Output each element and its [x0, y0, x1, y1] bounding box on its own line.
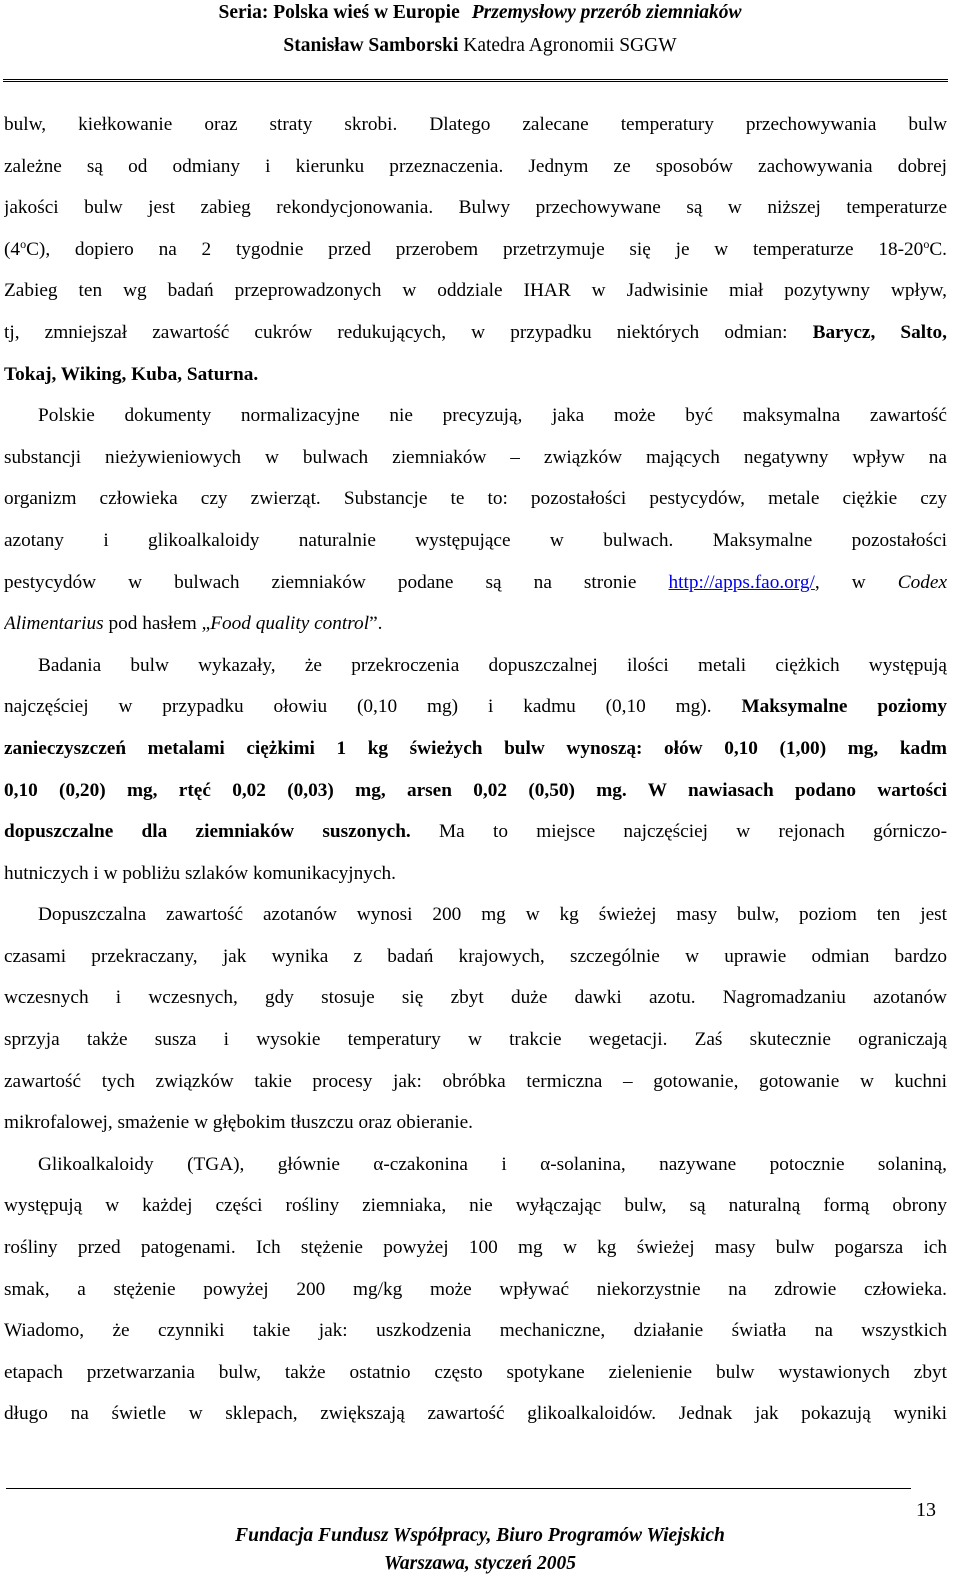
text-line: substancji nieżywieniowych w bulwach ziemniaków – związków mających negatywny wpływ na — [4, 446, 947, 468]
text-span: ”. — [369, 613, 383, 635]
series-line — [0, 0, 960, 26]
author-line — [0, 33, 960, 59]
codex-title: Alimentarius — [4, 613, 104, 635]
header-rule — [3, 79, 948, 82]
bold-text: Maksymalne poziomy — [741, 696, 947, 718]
text-line — [4, 562, 947, 604]
text-line: sprzyja także susza i wysokie temperatury w trakcie wegetacji. Zaś skutecznie ograniczają — [4, 1029, 947, 1051]
text-span: , w — [814, 571, 898, 593]
page-footer — [0, 1480, 960, 1584]
text-span: (4 — [4, 238, 21, 260]
bold-line: 0,10 (0,20) mg, rtęć 0,02 (0,03) mg, arsen 0,02 (0,50) mg. W nawiasach podano wartości — [4, 779, 947, 801]
series-topic: Przemysłowy przerób ziemniaków — [471, 2, 742, 23]
degree-mark: o — [20, 236, 27, 251]
text-line: Zabieg ten wg badań przeprowadzonych w oddziale IHAR w Jadwisinie miał pozytywny wpływ, — [4, 280, 947, 302]
text-line: rośliny przed patogenami. Ich stężenie powyżej 100 mg w kg świeżej masy bulw pogarsza ich — [4, 1237, 947, 1259]
text-line: Wiadomo, że czynniki takie jak: uszkodzenia mechaniczne, działanie światła na wszystkich — [4, 1320, 947, 1342]
text-line: długo na świetle w sklepach, zwiększają zawartość glikoalkaloidów. Jednak jak pokazują wyniki — [4, 1403, 947, 1425]
text-line: smak, a stężenie powyżej 200 mg/kg może wpływać niekorzystnie na zdrowie człowieka. — [4, 1278, 947, 1300]
text-span: tj, zmniejszał zawartość cukrów redukujących, w przypadku niektórych odmian: — [4, 321, 813, 343]
variety-names: Tokaj, Wiking, Kuba, Saturna. — [4, 363, 259, 385]
text-line: bulw, kiełkowanie oraz straty skrobi. Dlatego zalecane temperatury przechowywania bulw — [4, 114, 947, 135]
text-line — [4, 686, 947, 728]
bold-line: zanieczyszczeń metalami ciężkimi 1 kg świeżych bulw wynoszą: ołów 0,10 (1,00) mg, kadm — [4, 737, 947, 759]
text-line: Badania bulw wykazały, że przekroczenia dopuszczalnej ilości metali ciężkich występują — [38, 654, 947, 676]
page-number: 13 — [916, 1499, 936, 1521]
author-affiliation: Katedra Agronomii SGGW — [463, 35, 677, 56]
place-date-line: Warszawa, styczeń 2005 — [384, 1553, 576, 1574]
text-line — [4, 312, 947, 354]
text-line: czasami przekraczany, jak wynika z badań krajowych, szczególnie w uprawie odmian bardzo — [4, 945, 947, 967]
text-line: jakości bulw jest zabieg rekondycjonowania. Bulwy przechowywane są w niższej temperaturze — [4, 197, 947, 219]
bold-text: dopuszczalne dla ziemniaków suszonych. — [4, 821, 411, 843]
text-line: występują w każdej części rośliny ziemniaka, nie wyłączając bulw, są naturalną formą obrony — [4, 1195, 947, 1217]
food-quality-term: Food quality control — [210, 613, 370, 635]
text-line: organizm człowieka czy zwierząt. Substancje te to: pozostałości pestycydów, metale ciężkie czy — [4, 488, 947, 510]
text-line: etapach przetwarzania bulw, także ostatnio często spotykane zielenienie bulw wystawionych zbyt — [4, 1361, 947, 1383]
text-span: Ma to miejsce najczęściej w rejonach górniczo- — [410, 821, 947, 843]
text-line: Polskie dokumenty normalizacyjne nie precyzują, jaka może być maksymalna zawartość — [38, 405, 947, 427]
text-span: najczęściej w przypadku ołowiu (0,10 mg) i kadmu (0,10 mg). — [4, 696, 742, 718]
text-line: mikrofalowej, smażenie w głębokim tłuszczu oraz obieranie. — [4, 1112, 474, 1134]
text-line: zależne są od odmiany i kierunku przeznaczenia. Jednym ze sposobów zachowywania dobrej — [4, 155, 947, 177]
publisher-line: Fundacja Fundusz Współpracy, Biuro Programów Wiejskich — [235, 1525, 725, 1546]
text-line: hutniczych i w pobliżu szlaków komunikacyjnych. — [4, 862, 396, 884]
text-line: Glikoalkaloidy (TGA), głównie α-czakonina i α-solanina, nazywane potocznie solaniną, — [38, 1153, 947, 1175]
document-body — [4, 104, 947, 1435]
text-span: pestycydów w bulwach ziemniaków podane są na stronie — [4, 571, 669, 593]
text-line — [4, 229, 947, 271]
text-line: Dopuszczalna zawartość azotanów wynosi 200 mg w kg świeżej masy bulw, poziom ten jest — [38, 904, 947, 926]
fao-link[interactable]: http://apps.fao.org/ — [668, 571, 815, 593]
text-line: zawartość tych związków takie procesy jak: obróbka termiczna – gotowanie, gotowanie w kuchni — [4, 1070, 947, 1092]
footer-rule — [6, 1488, 911, 1489]
codex-title: Codex — [897, 571, 947, 593]
text-line — [4, 811, 947, 853]
text-span: pod hasłem „ — [103, 613, 211, 635]
text-span: C. — [929, 238, 947, 260]
author-name: Stanisław Samborski — [283, 35, 459, 56]
text-line — [4, 603, 947, 645]
text-line: azotany i glikoalkaloidy naturalnie występujące w bulwach. Maksymalne pozostałości — [4, 529, 947, 551]
text-line: wczesnych i wczesnych, gdy stosuje się zbyt duże dawki azotu. Nagromadzaniu azotanów — [4, 987, 947, 1009]
series-label: Seria: Polska wieś w Europie — [218, 2, 460, 23]
text-span: C), dopiero na 2 tygodnie przed przerobem przetrzymuje się je w temperaturze 18-20 — [26, 238, 924, 260]
variety-names: Barycz, Salto, — [812, 321, 947, 343]
degree-mark: o — [923, 236, 930, 251]
page-header — [0, 0, 960, 84]
